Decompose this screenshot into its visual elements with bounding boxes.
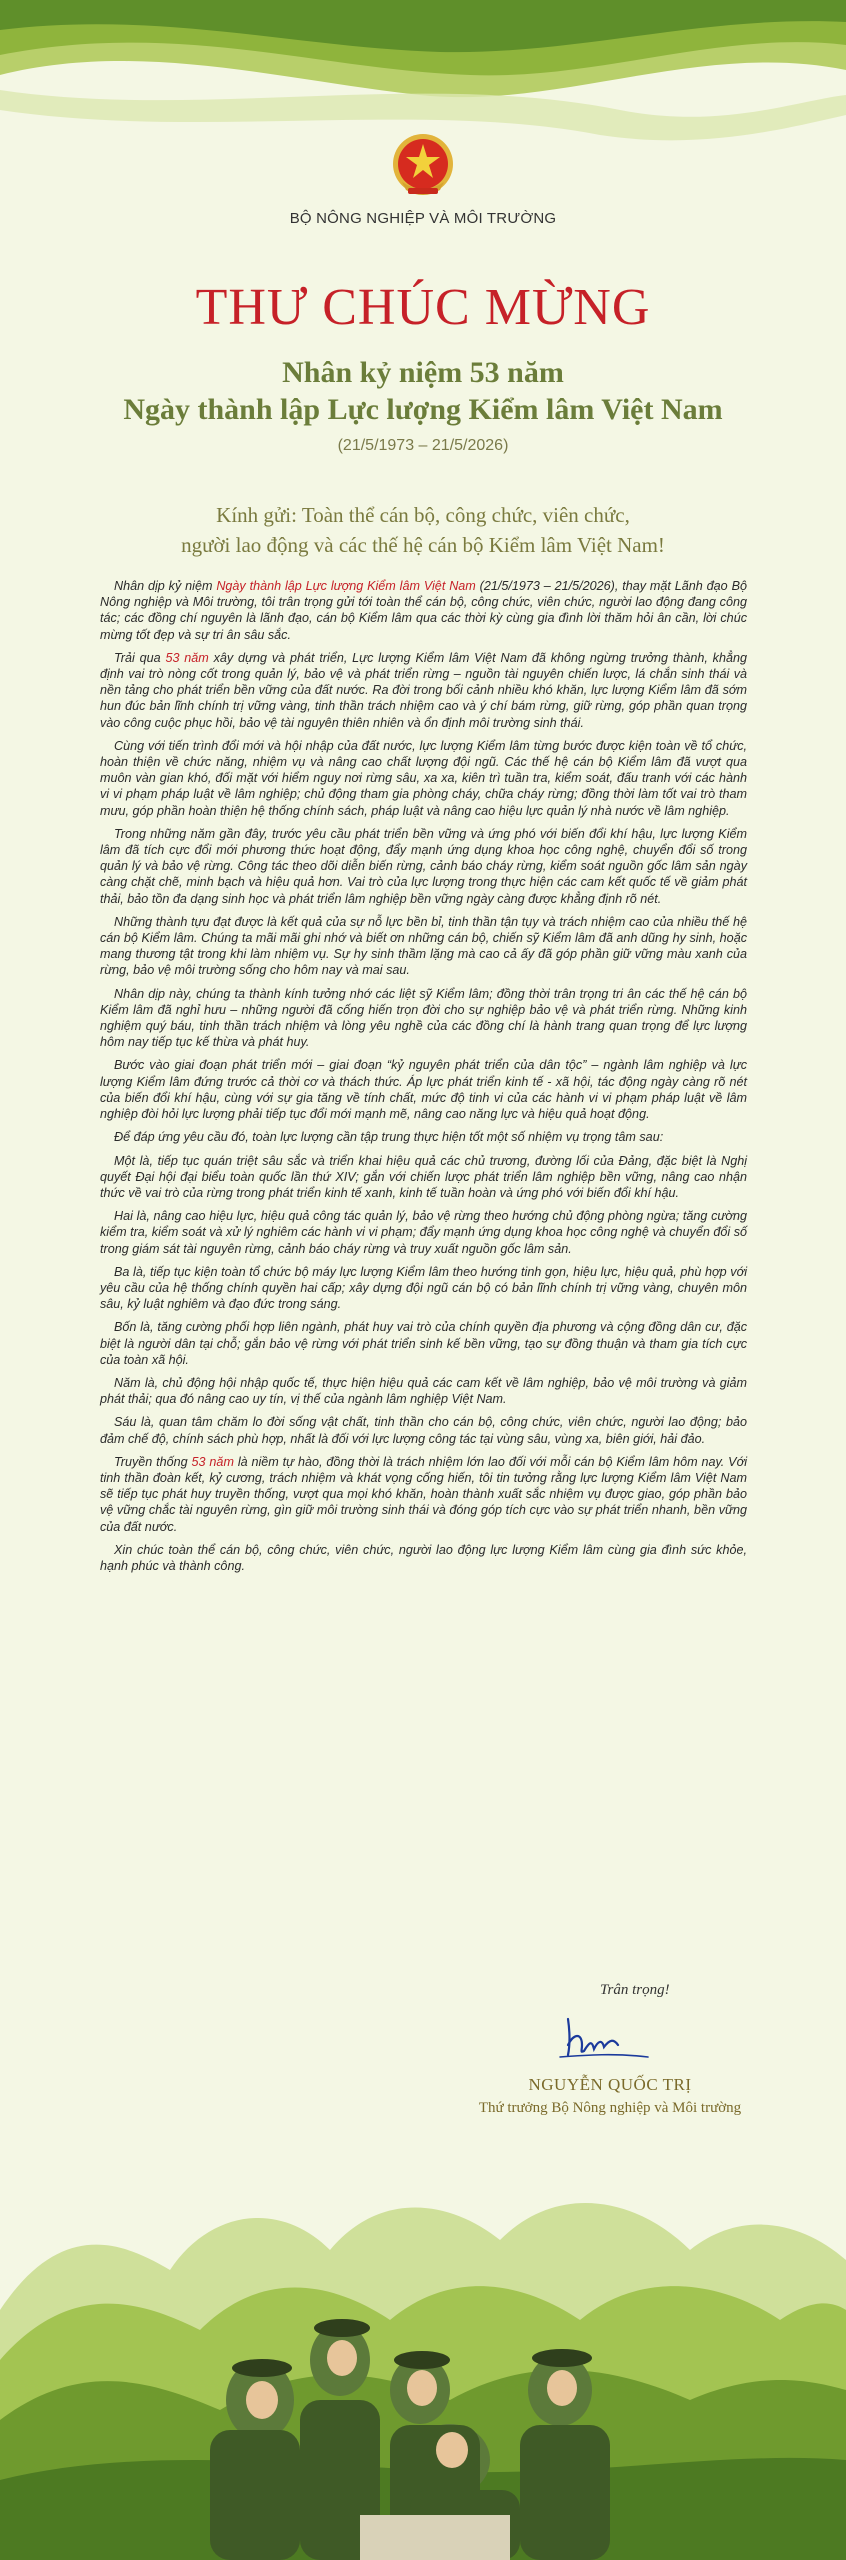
paragraph-text: Ba là, tiếp tục kiện toàn tổ chức bộ máy lực lượng Kiểm lâm theo hướng tinh gọn, hiệu lực, hiệu quả, phù hợp với yêu cầu của hệ thống chính quyền hai cấp; xây dựng đội ngũ cán bộ có bản lĩnh chính trị vững vàng, chuyên môn sâu, kỷ luật nghiêm và đạo đức trong sáng. bbox=[100, 1264, 747, 1312]
handwritten-signature bbox=[556, 2005, 656, 2065]
salutation bbox=[0, 500, 846, 560]
paragraph-text: Nhân dịp kỷ niệm bbox=[114, 579, 217, 593]
paragraph-text: Hai là, nâng cao hiệu lực, hiệu quả công tác quản lý, bảo vệ rừng theo hướng chủ động phòng ngừa; tăng cường kiểm tra, kiểm soát và xử lý nghiêm các hành vi vi phạm; đẩy mạnh ứng dụng khoa học công nghệ và chuyển đổi số trong giám sát tài nguyên rừng, cảnh báo cháy rừng và truy xuất nguồn gốc lâm sản. bbox=[100, 1209, 747, 1256]
forest-rangers-illustration bbox=[0, 2160, 846, 2560]
letter-body bbox=[100, 578, 747, 1581]
paragraph-text: (21/5/1973 – 21/5/2026), thay mặt Lãnh đạo Bộ Nông nghiệp và Môi trường, tôi trân trọng gửi tới toàn thể cán bộ, công chức, viên chức, người lao động đang công tác; các đồng chí nguyên là lãnh đạo, cán bộ Kiểm lâm qua các thời kỳ cùng gia đình lời thăm hỏi ân cần, lời chúc mừng tốt đẹp và sự tri ân sâu sắc. bbox=[100, 579, 747, 642]
paragraph-text: Sáu là, quan tâm chăm lo đời sống vật chất, tinh thần cho cán bộ, công chức, viên chức, người lao động; bảo đảm chế độ, chính sách phù hợp, nhất là đối với lực lượng công tác tại vùng sâu, vùng xa, biên giới, hải đảo. bbox=[100, 1415, 747, 1446]
paragraph-text: Để đáp ứng yêu cầu đó, toàn lực lượng cần tập trung thực hiện tốt một số nhiệm vụ trọng tâm sau: bbox=[114, 1130, 664, 1145]
body-paragraph bbox=[100, 914, 747, 979]
closing-greeting: Trân trọng! bbox=[600, 1982, 670, 1998]
top-wave-decoration bbox=[0, 0, 846, 150]
highlighted-text: Ngày thành lập Lực lượng Kiểm lâm Việt Nam bbox=[216, 579, 476, 593]
body-paragraph bbox=[100, 578, 747, 643]
body-paragraph bbox=[100, 826, 747, 907]
paragraph-text: là niềm tự hào, đồng thời là trách nhiệm lớn lao đối với mỗi cán bộ Kiểm lâm hôm nay. Với tinh thần đoàn kết, kỷ cương, trách nhiệm và khát vọng cống hiến, tôi tin tưởng rằng lực lượng Kiểm lâm Việt Nam sẽ tiếp tục phát huy truyền thống, vượt qua mọi khó khăn, hoàn thành xuất sắc nhiệm vụ được giao, góp phần bảo vệ vững chắc tài nguyên rừng, gìn giữ môi trường sinh thái và đóng góp tích cực vào sự phát triển nhanh, bền vững của đất nước. bbox=[100, 1454, 747, 1534]
letter-subtitle-line2: Ngày thành lập Lực lượng Kiểm lâm Việt Nam bbox=[123, 393, 723, 426]
body-paragraph bbox=[100, 1129, 747, 1145]
paragraph-text: Trong những năm gần đây, trước yêu cầu phát triển bền vững và ứng phó với biến đổi khí hậu, lực lượng Kiểm lâm đã tích cực đổi mới phương thức hoạt động, đẩy mạnh ứng dụng khoa học công nghệ, chuyển đổi số trong quản lý và bảo vệ rừng. Công tác theo dõi diễn biến rừng, cảnh báo cháy rừng, kiểm soát nguồn gốc lâm sản ngày càng chặt chẽ, minh bạch và hiệu quả hơn. Vai trò của lực lượng trong thực hiện các cam kết quốc tế về giảm phát thải, bảo tồn đa dạng sinh học và phát triển lâm nghiệp bền vững ngày càng được khẳng định rõ nét. bbox=[100, 826, 747, 906]
paragraph-text: Một là, tiếp tục quán triệt sâu sắc và triển khai hiệu quả các chủ trương, đường lối của Đảng, đặc biệt là Nghị quyết Đại hội đại biểu toàn quốc lần thứ XIV; gắn với chiến lược phát triển lâm nghiệp bền vững, nâng cao nhận thức về vai trò của rừng trong phát triển kinh tế xanh, kinh tế tuần hoàn và ứng phó với biến đổi khí hậu. bbox=[100, 1153, 747, 1200]
salutation-line1: Kính gửi: Toàn thể cán bộ, công chức, viên chức, bbox=[216, 503, 630, 527]
highlighted-text: 53 năm bbox=[191, 1454, 234, 1469]
body-paragraph bbox=[100, 1057, 747, 1122]
body-paragraph bbox=[100, 1153, 747, 1202]
state-emblem-icon bbox=[388, 130, 458, 202]
paragraph-text: Năm là, chủ động hội nhập quốc tế, thực hiện hiệu quả các cam kết về lâm nghiệp, bảo vệ môi trường và giảm phát thải; qua đó nâng cao uy tín, vị thế của ngành lâm nghiệp Việt Nam. bbox=[100, 1375, 747, 1407]
paragraph-text: Truyền thống bbox=[114, 1454, 192, 1469]
paragraph-text: Những thành tựu đạt được là kết quả của sự nỗ lực bền bỉ, tinh thần tận tụy và trách nhiệm cao của nhiều thế hệ cán bộ Kiểm lâm. Chúng ta mãi mãi ghi nhớ và biết ơn những cán bộ, chiến sỹ Kiểm lâm đã anh dũng hy sinh, hoặc mang thương tật trong khi làm nhiệm vụ. Sự hy sinh thầm lặng mà cao cả ấy đã góp phần giữ vững màu xanh của rừng, bảo vệ môi trường sống cho hôm nay và mai sau. bbox=[100, 914, 747, 978]
paragraph-text: Trải qua bbox=[114, 650, 166, 665]
body-paragraph bbox=[100, 650, 747, 731]
body-paragraph bbox=[100, 1542, 747, 1574]
paragraph-text: Bốn là, tăng cường phối hợp liên ngành, phát huy vai trò của chính quyền địa phương và cộng đồng dân cư, đặc biệt là người dân tại chỗ; gắn bảo vệ rừng với phát triển sinh kế bền vững, tạo sự đồng thuận và tham gia tích cực của toàn xã hội. bbox=[100, 1320, 747, 1367]
anniversary-dates: (21/5/1973 – 21/5/2026) bbox=[337, 437, 509, 454]
signer-title: Thứ trưởng Bộ Nông nghiệp và Môi trường bbox=[478, 2100, 742, 2116]
body-paragraph bbox=[100, 1319, 747, 1368]
paragraph-text: Cùng với tiến trình đổi mới và hội nhập của đất nước, lực lượng Kiểm lâm từng bước được kiện toàn về tổ chức, hoàn thiện về chức năng, nhiệm vụ và nâng cao chất lượng đội ngũ. Các thế hệ cán bộ Kiểm lâm đã vượt qua muôn vàn gian khó, đối mặt với hiểm nguy nơi rừng sâu, xa xa, kiên trì tuần tra, kiểm soát, đấu tranh với các hành vi vi phạm pháp luật về lâm nghiệp; chủ động tham gia phòng cháy, chữa cháy rừng; đồng thời làm tốt vai trò tham mưu, góp phần hoàn thiện hệ thống chính sách, pháp luật và nâng cao hiệu lực quản lý nhà nước về lâm nghiệp. bbox=[100, 738, 747, 818]
body-paragraph bbox=[100, 738, 747, 819]
letter-title: THƯ CHÚC MỪNG bbox=[195, 279, 651, 336]
body-paragraph bbox=[100, 1264, 747, 1313]
highlighted-text: 53 năm bbox=[165, 650, 209, 665]
paragraph-text: Nhân dịp này, chúng ta thành kính tưởng nhớ các liệt sỹ Kiểm lâm; đồng thời trân trọng tri ân các thế hệ cán bộ Kiểm lâm đã nghỉ hưu – những người đã cống hiến trọn đời cho sự nghiệp bảo vệ và phát triển rừng. Những kinh nghiệm quý báu, tinh thần trách nhiệm và lòng yêu nghề của các đồng chí là hành trang quan trọng để lực lượng hôm nay tiếp tục kế thừa và phát huy. bbox=[100, 986, 747, 1050]
salutation-line2: người lao động và các thế hệ cán bộ Kiểm lâm Việt Nam! bbox=[181, 533, 665, 557]
paragraph-text: xây dựng và phát triển, Lực lượng Kiểm lâm Việt Nam đã không ngừng trưởng thành, khẳng định vai trò nòng cốt trong quản lý, bảo vệ và phát triển rừng – nguồn tài nguyên chiến lược, lá chắn sinh thái và nền tảng cho phát triển bền vững của đất nước. Ra đời trong bối cảnh nhiều khó khăn, lực lượng Kiểm lâm đã sớm hun đúc bản lĩnh chính trị vững vàng, tinh thần trách nhiệm cao và ý chí bám rừng, giữ rừng, góp phần quan trọng vào công cuộc phục hồi, bảo vệ tài nguyên thiên nhiên và ổn định môi trường sinh thái. bbox=[100, 650, 747, 730]
body-paragraph bbox=[100, 1414, 747, 1446]
signer-name: NGUYỄN QUỐC TRỊ bbox=[528, 2075, 692, 2094]
body-paragraph bbox=[100, 1375, 747, 1407]
ministry-name: BỘ NÔNG NGHIỆP VÀ MÔI TRƯỜNG bbox=[289, 210, 557, 227]
paragraph-text: Bước vào giai đoạn phát triển mới – giai đoạn “kỷ nguyên phát triển của dân tộc” – ngành lâm nghiệp và lực lượng Kiểm lâm đứng trước cả thời cơ và thách thức. Áp lực phát triển kinh tế - xã hội, tác động ngày càng rõ nét của biến đổi khí hậu, cùng với sự gia tăng về tính chất, mức độ tinh vi của các hành vi vi phạm pháp luật về lâm nghiệp đòi hỏi lực lượng phải tiếp tục đổi mới mạnh mẽ, nâng cao năng lực và hiệu quả hoạt động. bbox=[100, 1058, 747, 1122]
paragraph-text: Xin chúc toàn thể cán bộ, công chức, viên chức, người lao động lực lượng Kiểm lâm cùng gia đình sức khỏe, hạnh phúc và thành công. bbox=[100, 1542, 747, 1573]
body-paragraph bbox=[100, 1208, 747, 1257]
letter-subtitle-line1: Nhân kỷ niệm 53 năm bbox=[282, 356, 564, 389]
body-paragraph bbox=[100, 1454, 747, 1535]
body-paragraph bbox=[100, 986, 747, 1051]
